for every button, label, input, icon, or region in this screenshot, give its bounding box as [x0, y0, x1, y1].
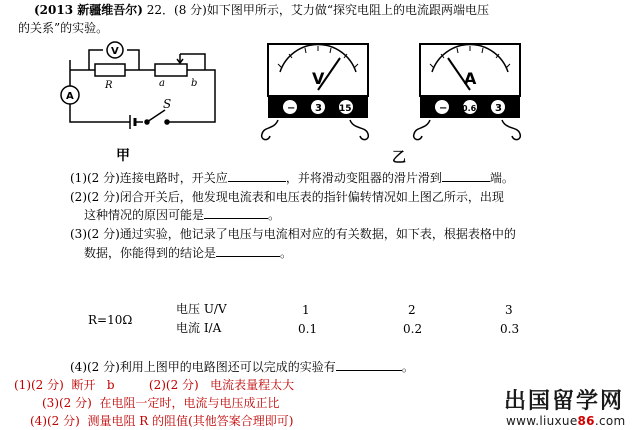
rheostat: [155, 64, 187, 76]
circuit-label-b-end: b: [191, 78, 198, 89]
sub-question-4: [70, 359, 414, 375]
table-current-1: 0.1: [298, 322, 318, 336]
ammeter-terminal-neg: −: [439, 103, 448, 114]
sub-question-2-line1: (2)(2 分)闭合开关后，他发现电流表和电压表的指针偏转情况如上图乙所示，出现: [70, 190, 504, 204]
q3-blank[interactable]: [216, 245, 280, 257]
question-header: [34, 2, 489, 18]
table-current-3: 0.3: [500, 322, 520, 336]
q1-prefix: (1)(2 分)连接电路时，开关应: [70, 171, 228, 185]
figure-caption-yi: 乙: [392, 150, 406, 166]
q3-suffix: 。: [280, 246, 293, 260]
q4-prefix: (4)(2 分)利用上图甲的电路图还可以完成的实验有: [70, 360, 336, 374]
q1-suffix: 端。: [489, 171, 514, 185]
circuit-label-s: S: [163, 97, 172, 111]
watermark-url-highlight: 86: [577, 414, 595, 428]
q2-blank[interactable]: [204, 207, 268, 219]
watermark-url-suffix: .com: [594, 414, 626, 428]
table-current-2: 0.2: [403, 322, 423, 336]
answer-1-2: [14, 377, 294, 393]
q1-middle: ，并将滑动变阻器的滑片滑到: [285, 171, 442, 185]
question-stem-line2: 的关系”的实验。: [18, 21, 109, 35]
ammeter-terminal-3: 3: [495, 103, 502, 114]
answer-3: (3)(2 分) 在电阻一定时，电流与电压成正比: [42, 396, 280, 410]
table-voltage-2: 2: [408, 303, 416, 317]
voltmeter-terminal-neg: −: [287, 103, 296, 114]
answer-1: (1)(2 分) 断开 b: [14, 378, 115, 392]
circuit-label-a: A: [66, 91, 74, 102]
ammeter-dial: [410, 38, 528, 146]
table-row1-label: 电压 U/V: [176, 302, 227, 316]
ammeter-terminal-06: 0.6: [462, 104, 477, 113]
table-resistance: R=10Ω: [88, 313, 133, 327]
watermark-brand: 出国留学网: [504, 389, 625, 414]
table-voltage-1: 1: [302, 303, 310, 317]
question-stem: 22．(8 分)如下图甲所示，艾力做“探究电阻上的电流跟两端电压: [146, 3, 489, 17]
watermark-url: [506, 414, 626, 428]
question-source-tag: (2013 新疆维吾尔): [34, 3, 143, 17]
q2-suffix: 。: [268, 208, 281, 222]
q2-prefix: 这种情况的原因可能是: [84, 208, 205, 222]
voltmeter-terminal-3: 3: [315, 103, 322, 114]
voltmeter-terminal-15: 15: [339, 104, 352, 114]
table-row2-label: 电流 I/A: [176, 321, 222, 335]
watermark-url-prefix: www.liuxue: [506, 414, 578, 428]
voltmeter-symbol-text: V: [312, 69, 325, 88]
sub-question-1: [70, 170, 514, 186]
answer-4: (4)(2 分) 测量电阻 R 的阻值(其他答案合理即可): [30, 414, 294, 428]
sub-question-3-line1: (3)(2 分)通过实验，他记录了电压与电流相对应的有关数据，如下表，根据表格中的: [70, 227, 516, 241]
q1-blank-2[interactable]: [442, 170, 490, 182]
q3-prefix: 数据，你能得到的结论是: [84, 246, 217, 260]
voltmeter-dial: [258, 38, 376, 146]
sub-question-2-line2: [84, 207, 280, 223]
q4-suffix: 。: [401, 360, 414, 374]
circuit-label-v: V: [111, 46, 119, 57]
circuit-label-r: R: [105, 80, 113, 91]
q4-blank[interactable]: [336, 359, 402, 371]
q1-blank-1[interactable]: [228, 170, 286, 182]
table-voltage-3: 3: [505, 303, 513, 317]
ammeter-symbol-text: A: [464, 69, 477, 88]
sub-question-3-line2: [84, 245, 292, 261]
answer-2: (2)(2 分) 电流表量程太大: [148, 378, 295, 392]
resistor-r: [95, 64, 125, 76]
figure-caption-jia: 甲: [116, 148, 130, 164]
circuit-diagram: [55, 40, 225, 140]
circuit-label-a-end: a: [159, 78, 165, 89]
